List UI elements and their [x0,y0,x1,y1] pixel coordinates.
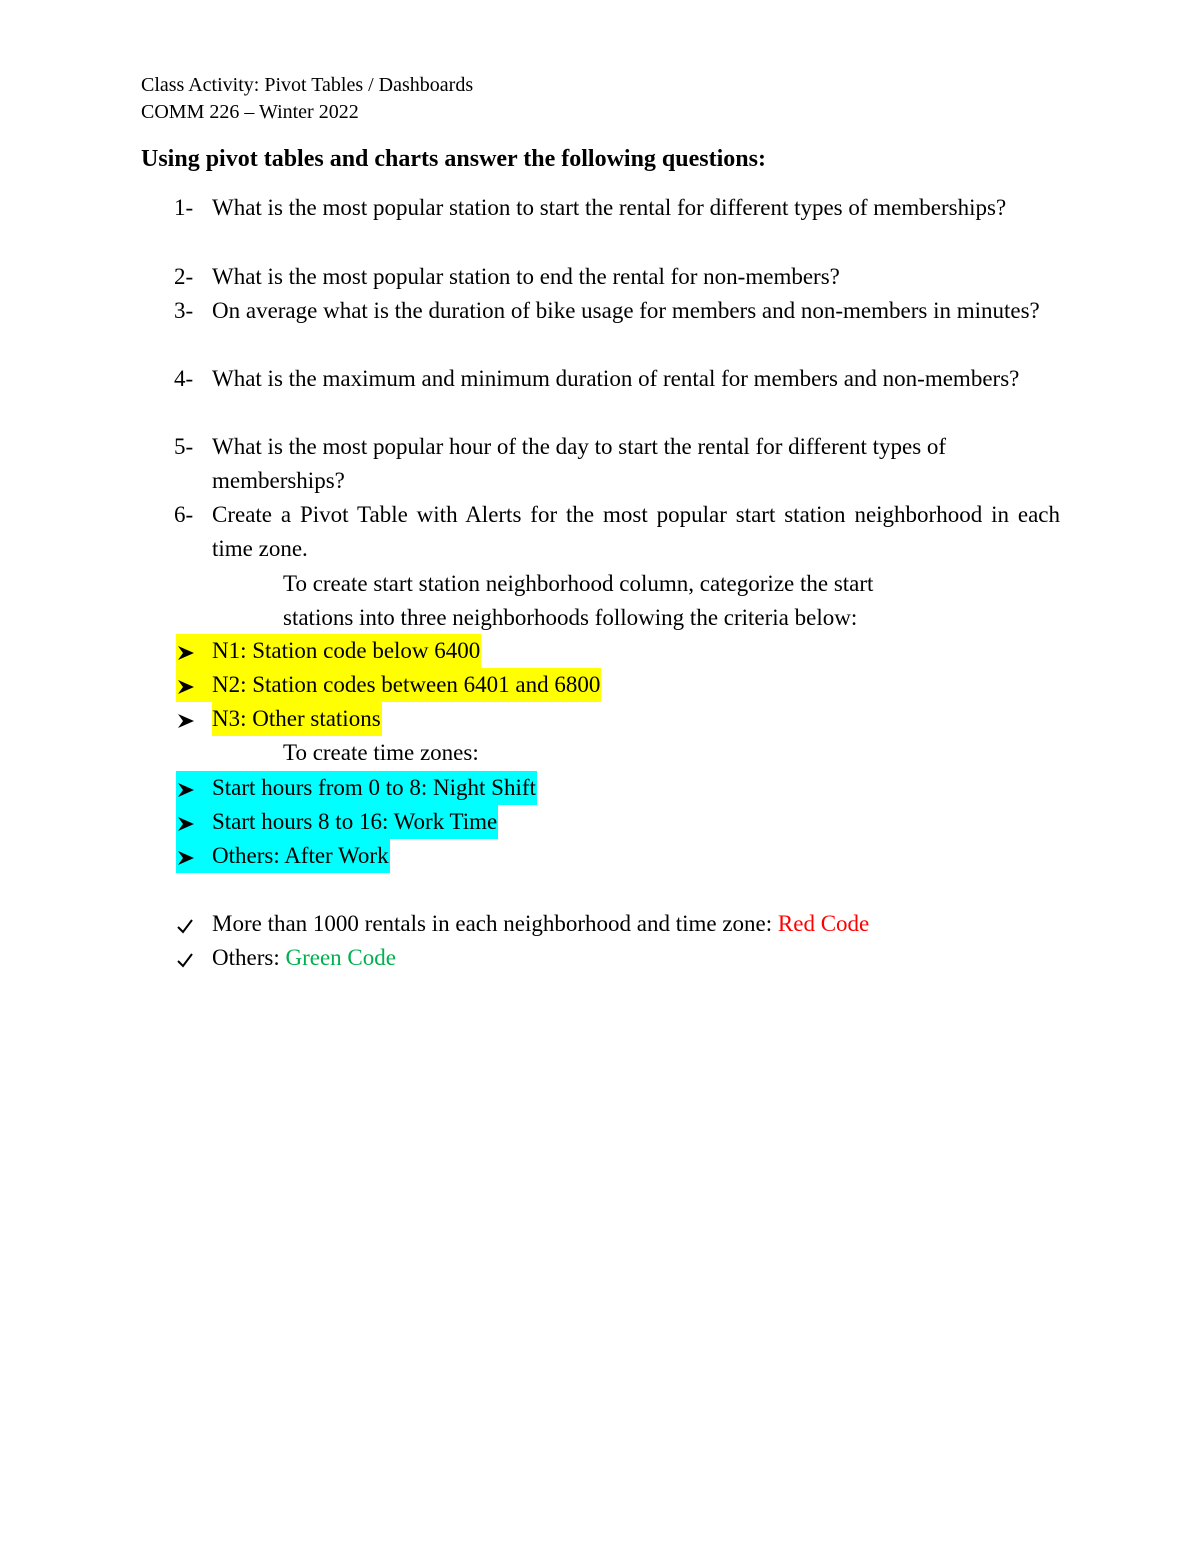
neighborhood-intro-line-1: To create start station neighborhood column, categorize the start [283,571,874,596]
question-text: What is the most popular station to end the rental for non-members? [212,264,840,289]
code-rule-green [176,941,396,975]
timezone-intro: To create time zones: [283,740,479,765]
question-text: On average what is the duration of bike usage for members and non-members in minutes? [212,298,1040,323]
checkmark-icon [176,941,212,975]
question-3 [174,294,1060,328]
question-6 [174,498,1060,566]
question-5 [174,430,1060,498]
timezone-label: Start hours from 0 to 8: Night Shift [212,775,536,800]
arrow-bullet-icon [176,702,212,736]
header-course-term: COMM 226 – Winter 2022 [141,101,359,123]
header-course-activity: Class Activity: Pivot Tables / Dashboards [141,74,474,96]
green-code-label: Green Code [285,945,396,970]
arrow-bullet-icon [176,805,212,839]
timezone-bullet-night-shift [176,771,537,805]
timezone-bullet-work-time [176,805,498,839]
red-code-label: Red Code [777,911,870,936]
arrow-bullet-icon [176,668,212,702]
highlight-yellow [176,668,601,702]
question-number: 4- [174,366,194,391]
neighborhood-label: N2: Station codes between 6401 and 6800 [212,672,601,697]
question-4 [174,362,1060,396]
question-1 [174,191,1060,225]
timezone-label: Others: After Work [212,843,389,868]
neighborhood-label: N1: Station code below 6400 [212,638,481,663]
checkmark-icon [176,907,212,941]
timezone-label: Start hours 8 to 16: Work Time [212,809,498,834]
question-text: What is the maximum and minimum duration of rental for members and non-members? [212,366,1020,391]
question-text: What is the most popular station to start the rental for different types of memberships? [212,195,1007,220]
highlight-cyan [176,839,390,873]
highlight-yellow [176,634,481,668]
arrow-bullet-icon [176,771,212,805]
timezone-bullet-after-work [176,839,390,873]
neighborhood-label: N3: Other stations [212,702,382,736]
neighborhood-intro-line-2: stations into three neighborhoods following the criteria below: [283,605,858,630]
arrow-bullet-icon [176,634,212,668]
question-number: 5- [174,434,194,459]
question-number: 3- [174,298,194,323]
code-rule-red [176,907,869,941]
question-text: What is the most popular hour of the day to start the rental for different types of memberships? [212,434,947,493]
question-number: 2- [174,264,194,289]
highlight-cyan [176,771,537,805]
question-2 [174,260,1060,294]
arrow-bullet-icon [176,839,212,873]
code-rule-text: More than 1000 rentals in each neighborhood and time zone: [212,911,778,936]
code-rule-text: Others: [212,945,286,970]
highlight-cyan [176,805,498,839]
neighborhood-bullet-n1 [176,634,481,668]
question-text: Create a Pivot Table with Alerts for the most popular start station neighborhood in each time zone. [212,502,1060,561]
neighborhood-bullet-n2 [176,668,601,702]
neighborhood-bullet-n3 [176,702,382,736]
question-number: 1- [174,195,194,220]
question-number: 6- [174,502,194,527]
instructions-heading: Using pivot tables and charts answer the following questions: [141,146,766,172]
